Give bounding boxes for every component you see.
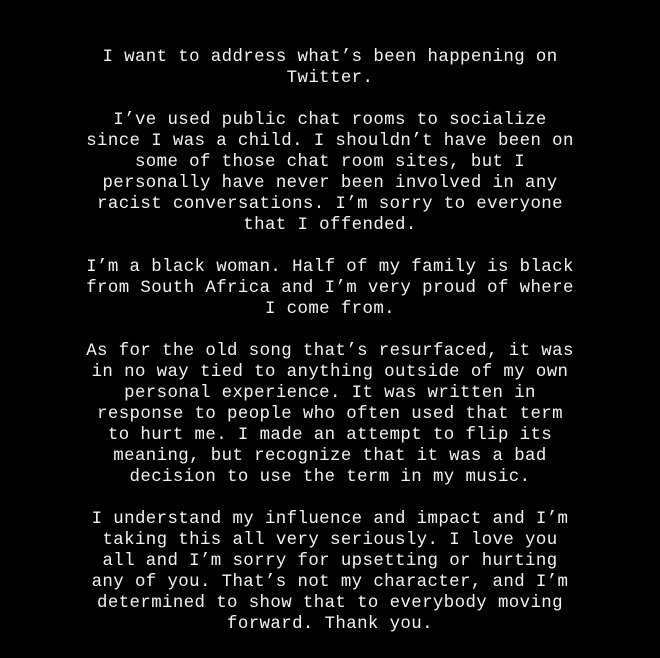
statement-paragraph-4	[0, 341, 660, 488]
statement-text	[0, 47, 660, 656]
statement-line: from South Africa and I’m very proud of where	[86, 279, 574, 298]
statement-line: taking this all very seriously. I love you	[102, 531, 558, 550]
statement-line: personal experience. It was written in	[124, 384, 536, 403]
statement-line: determined to show that to everybody moving	[97, 594, 563, 613]
statement-line: any of you. That’s not my character, and I’m	[91, 573, 569, 592]
statement-line: meaning, but recognize that it was a bad	[113, 447, 547, 466]
statement-line: I want to address what’s been happening on	[102, 48, 558, 67]
statement-line: I’m a black woman. Half of my family is black	[86, 258, 574, 277]
statement-paragraph-1	[0, 47, 660, 89]
statement-line: that I offended.	[243, 216, 417, 235]
statement-paragraph-2	[0, 110, 660, 236]
statement-line: decision to use the term in my music.	[129, 468, 531, 487]
statement-line: in no way tied to anything outside of my own	[91, 363, 569, 382]
statement-line: racist conversations. I’m sorry to everyone	[97, 195, 563, 214]
statement-line: some of those chat room sites, but I	[134, 153, 526, 172]
statement-line: since I was a child. I shouldn’t have been on	[86, 132, 574, 151]
statement-line: I come from.	[264, 300, 396, 319]
statement-line: As for the old song that’s resurfaced, it was	[86, 342, 574, 361]
statement-paragraph-3	[0, 257, 660, 320]
statement-line: I’ve used public chat rooms to socialize	[113, 111, 547, 130]
statement-line: I understand my influence and impact and I’m	[91, 510, 569, 529]
statement-line: forward. Thank you.	[227, 615, 433, 634]
statement-line: all and I’m sorry for upsetting or hurting	[102, 552, 558, 571]
statement-line: response to people who often used that term	[97, 405, 563, 424]
statement-paragraph-5	[0, 509, 660, 635]
statement-line: personally have never been involved in any	[102, 174, 558, 193]
statement-line: to hurt me. I made an attempt to flip its	[107, 426, 553, 445]
statement-line: Twitter.	[286, 69, 374, 88]
